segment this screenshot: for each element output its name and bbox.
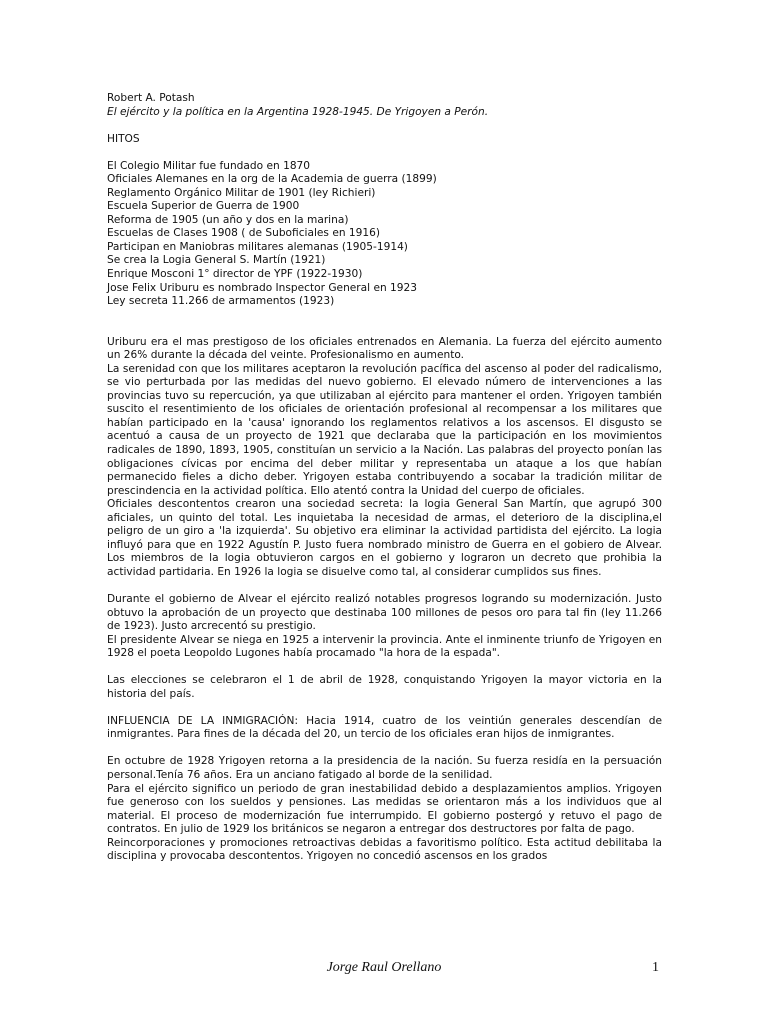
paragraph-octubre: En octubre de 1928 Yrigoyen retorna a la presidencia de la nación. Su fuerza residía en la persuación personal.Tenía 76 años. Era un anciano fatigado al borde de la senilidad.	[107, 755, 662, 781]
paragraph-inmigracion: INFLUENCIA DE LA INMIGRACIÓN: Hacia 1914, cuatro de los veintiún generales descendían de inmigrantes. Para fines de la década del 20, un tercio de los oficiales eran hijos de inmigrantes.	[107, 714, 662, 741]
list-item: Escuelas de Clases 1908 ( de Suboficiales en 1916)	[107, 227, 381, 240]
list-item: Reforma de 1905 (un año y dos en la marina)	[107, 213, 349, 226]
book-title: El ejército y la política en la Argentina 1928-1945. De Yrigoyen a Perón.	[107, 105, 489, 118]
list-item: Reglamento Orgánico Militar de 1901 (ley Richieri)	[107, 186, 376, 199]
paragraph-reincorporaciones: Reincorporaciones y promociones retroactivas debidas a favoritismo político. Esta actitud debilitaba la disciplina y provocaba descontentos. Yrigoyen no concedió ascensos en los grados	[107, 836, 662, 863]
paragraph-lugones: El presidente Alvear se niega en 1925 a intervenir la provincia. Ante el inminente triunfo de Yrigoyen en 1928 el poeta Leopoldo Lugones había procamado "la hora de la espada".	[107, 633, 662, 660]
document-content	[107, 92, 662, 864]
hitos-list	[107, 160, 662, 309]
list-item: Participan en Maniobras militares alemanas (1905-1914)	[107, 240, 408, 253]
list-item: Enrique Mosconi 1° director de YPF (1922-1930)	[107, 268, 363, 281]
list-item: Se crea la Logia General S. Martín (1921)	[107, 254, 326, 267]
list-item: Jose Felix Uriburu es nombrado Inspector General en 1923	[107, 281, 418, 294]
paragraph-serenidad: La serenidad con que los militares aceptaron la revolución pacífica del ascenso al poder del radicalismo, se vio perturbada por las medidas del nuevo gobierno. El elevado número de intervenciones a las provincias tuvo su repercución, ya que utilizaban al ejército para mantener el orden. Yrigoyen también suscito el resentimiento de los oficiales de orientación profesional al recompensar a los militares que habían participado en la 'causa' ignorando los reglamentos relativos a los ascensos. El disgusto se acentuó a causa de un proyecto de 1921 que declaraba que la participación en los movimientos radicales de 1890, 1893, 1905, constituían un servicio a la Nación. Las palabras del proyecto ponían las obligaciones cívicas por encima del deber militar y representaba un ataque a los que habían permanecido fieles a dicho deber. Yrigoyen estaba contribuyendo a socabar la tradición militar de prescindencia en la actividad política. Ello atentó contra la Unidad del cuerpo de oficiales.	[107, 362, 662, 497]
footer-author: Jorge Raul Orellano	[326, 960, 442, 975]
paragraph-inestabilidad: Para el ejército significo un periodo de gran inestabilidad debido a desplazamientos amplios. Yrigoyen fue generoso con los sueldos y pensiones. Las medidas se orientaron más a los individuos que al material. El proceso de modernización fue interrumpido. El gobierno postergó y retuvo el pago de contratos. En julio de 1929 los británicos se negaron a entregar dos destructores por falta de pago.	[107, 782, 662, 836]
paragraph-elecciones: Las elecciones se celebraron el 1 de abril de 1928, conquistando Yrigoyen la mayor victoria en la historia del país.	[107, 674, 662, 700]
paragraph-uriburu: Uriburu era el mas prestigoso de los oficiales entrenados en Alemania. La fuerza del ejército aumento un 26% durante la década del veinte. Profesionalismo en aumento.	[107, 335, 662, 362]
list-item: Ley secreta 11.266 de armamentos (1923)	[107, 295, 335, 308]
page-number: 1	[652, 960, 659, 975]
list-item: Escuela Superior de Guerra de 1900	[107, 200, 300, 213]
paragraph-logia: Oficiales descontentos crearon una sociedad secreta: la logia General San Martín, que agrupó 300 aficiales, un quinto del total. Les inquietaba la necesidad de armas, el deterioro de la disciplina,el peligro de un giro a 'la izquierda'. Su objetivo era eliminar la actividad partidista del ejército. La logia influyó para que en 1922 Agustín P. Justo fuera nombrado ministro de Guerra en el gobiero de Alvear. Los miembros de la logia obtuvieron cargos en el gobierno y lograron un decreto que prohibia la actividad partidaria. En 1926 la logia se disuelve como tal, al considerar cumplidos sus fines.	[107, 498, 662, 578]
hitos-heading: HITOS	[107, 132, 140, 145]
list-item: Oficiales Alemanes en la org de la Academia de guerra (1899)	[107, 173, 437, 186]
author-line: Robert A. Potash	[107, 92, 195, 104]
paragraph-alvear: Durante el gobierno de Alvear el ejército realizó notables progresos logrando su modernización. Justo obtuvo la aprobación de un proyecto que destinaba 100 millones de pesos oro para tal fin (ley 11.266 de 1923). Justo arcrecentó su prestigio.	[107, 593, 662, 633]
list-item: El Colegio Militar fue fundado en 1870	[107, 159, 311, 172]
